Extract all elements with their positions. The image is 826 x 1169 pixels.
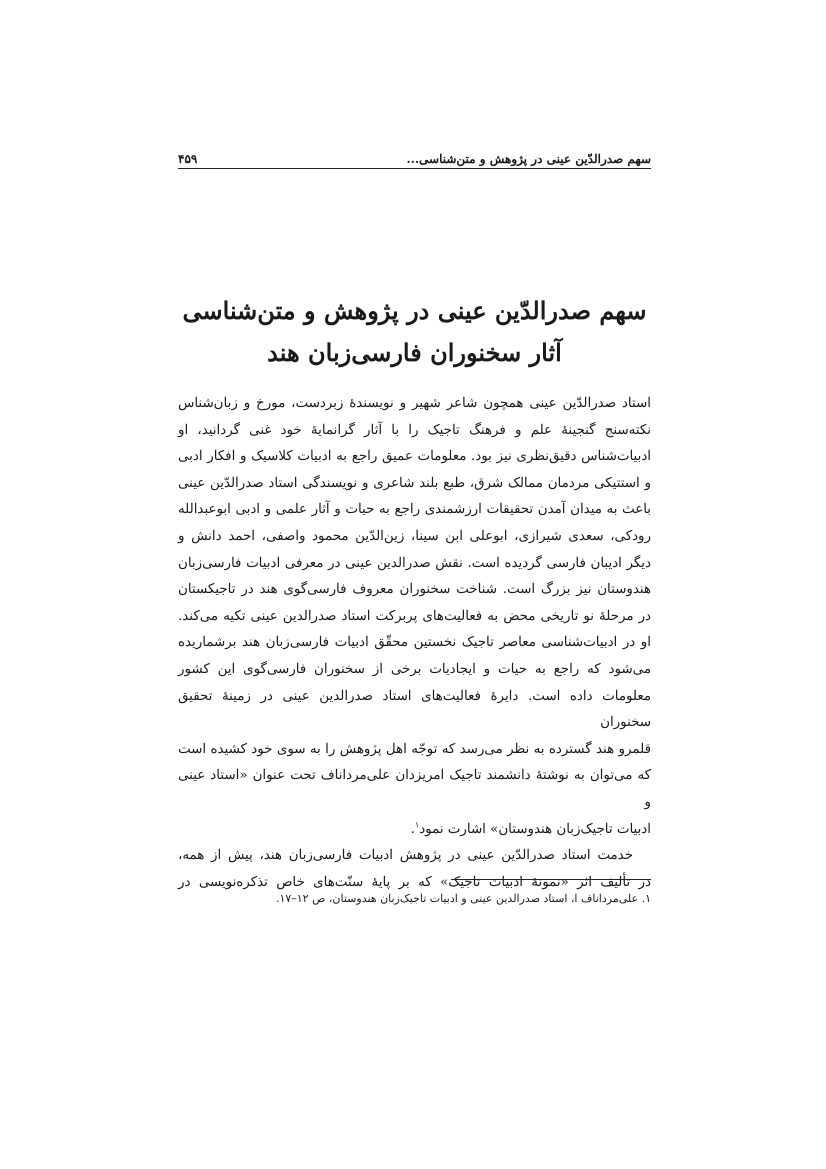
text-line: رودکی، سعدی شیرازی، ابوعلی ابن سینا، زین‌الدّین محمود واصفی، احمد دانش و bbox=[178, 528, 651, 544]
text-line-last bbox=[178, 817, 651, 844]
text-line: هندوستان نیز بزرگ است. شناخت سخنوران معروف فارسی‌گوی هند در تاجیکستان bbox=[178, 582, 651, 598]
text-line: و استتیکی مردمان ممالک شرق، طبع بلند شاعری و نویسندگی استاد صدرالدّین عینی bbox=[178, 475, 651, 491]
text-line: دیگر ادیبان فارسی گردیده است. نقش صدرالدین عینی در معرفی ادبیات فارسی‌زبان bbox=[178, 555, 651, 571]
last-line-period: . bbox=[410, 821, 415, 837]
text-line: معلومات داده است. دایرۀ فعالیت‌های استاد صدرالدین عینی در زمینۀ تحقیق سخنوران bbox=[178, 688, 651, 731]
text-line: می‌شود که راجع به حیات و ایجادیات برخی از سخنوران فارسی‌گوی این کشور bbox=[178, 661, 651, 677]
text-line: نکته‌سنج گنجینۀ علم و فرهنگ تاجیک را با آثار گرانمایۀ خود غنی گردانید، او bbox=[178, 422, 651, 438]
text-line: قلمرو هند گسترده به نظر می‌رسد که توجّه اهل پژوهش را به سوی خود کشیده است bbox=[178, 741, 651, 757]
text-line: ادبیات‌شناس دقیق‌نظری نیز بود. معلومات عمیق راجع به ادبیات کلاسیک و افکار ادبی bbox=[178, 449, 651, 465]
body-text bbox=[178, 391, 651, 896]
footnote: ۱. علی‌مرداناف ا، استاد صدرالدین عینی و ادبیات تاجیک‌زبان هندوستان، ص ۱۲–۱۷. bbox=[275, 892, 651, 905]
article-title bbox=[178, 290, 651, 374]
text-line: که می‌توان به نوشتۀ دانشمند تاجیک امریزدان علی‌مرداناف تحت عنوان «استاد عینی و bbox=[178, 768, 651, 810]
title-line-1: سهم صدرالدّین عینی در پژوهش و متن‌شناسی bbox=[182, 296, 647, 325]
text-line: استاد صدرالدّین عینی همچون شاعر شهیر و نویسندۀ زبردست، مورخ و زبان‌شناس bbox=[178, 396, 651, 411]
running-title: سهم صدرالدّین عینی در پژوهش و متن‌شناسی... bbox=[406, 152, 651, 166]
title-line-2: آثار سخنوران فارسی‌زبان هند bbox=[267, 338, 562, 367]
page-number: ۴۵۹ bbox=[178, 152, 198, 166]
running-header bbox=[178, 146, 651, 169]
text-line: در تألیف اثر «نمونۀ ادبیات تاجیک» که بر پایۀ سنّت‌های خاص تذکره‌نویسی در bbox=[178, 874, 651, 890]
last-line-text: ادبیات تاجیک‌زبان هندوستان» اشارت نمود bbox=[419, 821, 651, 837]
text-line: خدمت استاد صدرالدّین عینی در پژوهش ادبیات فارسی‌زبان هند، پیش از همه، bbox=[178, 848, 633, 864]
footnote-marker[interactable]: ۱ bbox=[414, 820, 420, 830]
text-line: او در ادبیات‌شناسی معاصر تاجیک نخستین محقّق ادبیات فارسی‌زبان هند برشماریده bbox=[178, 635, 651, 651]
text-line: در مرحلۀ نو تاریخی محض به فعالیت‌های پربرکت استاد صدرالدین عینی تکیه می‌کند. bbox=[178, 608, 651, 624]
footnote-separator bbox=[451, 879, 651, 880]
text-line: باعث به میدان آمدن تحقیقات ارزشمندی راجع به حیات و آثار علمی و ادبی ابوعبدالله bbox=[178, 502, 651, 518]
